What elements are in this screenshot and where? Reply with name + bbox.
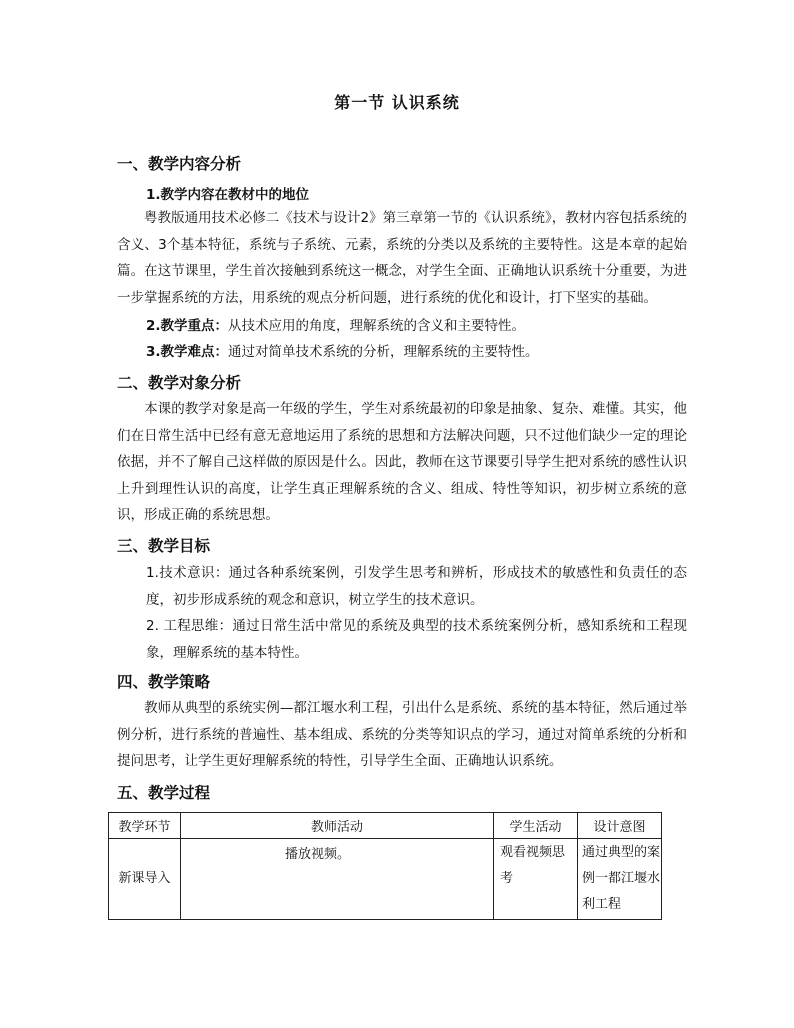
section-3-heading: 三、教学目标 [117, 537, 211, 555]
section-5-heading: 五、教学过程 [117, 784, 211, 802]
table-header-row [109, 813, 662, 839]
goal-engineering-thinking: 2. 工程思维：通过日常生活中常见的系统及典型的技术系统案例分析，感知系统和工程现象，理解系统的基本特性。 [146, 618, 687, 661]
section-4-paragraph: 教师从典型的系统实例—都江堰水利工程，引出什么是系统、系统的基本特征，然后通过举例分析，进行系统的普遍性、基本组成、系统的分类等知识点的学习，通过对简单系统的分析和提问思考，让学生更好理解系统的特性，引导学生全面、正确地认识系统。 [117, 700, 687, 769]
section-1-heading: 一、教学内容分析 [117, 155, 242, 173]
header-stage: 教学环节 [109, 813, 181, 839]
goal-technology-awareness: 1.技术意识：通过各种系统案例，引发学生思考和辨析，形成技术的敏感性和负责任的态度，初步形成系统的观念和意识，树立学生的技术意识。 [146, 565, 687, 608]
header-teacher-activity: 教师活动 [181, 813, 494, 839]
header-design-intent: 设计意图 [578, 813, 662, 839]
header-student-activity: 学生活动 [494, 813, 578, 839]
section-1-sub1-paragraph: 粤教版通用技术必修二《技术与设计2》第三章第一节的《认识系统》，教材内容包括系统的含义、3个基本特征，系统与子系统、元素，系统的分类以及系统的主要特性。这是本章的起始篇。在这节课里，学生首次接触到系统这一概念，对学生全面、正确地认识系统十分重要，为进一步掌握系统的方法，用系统的观点分析问题，进行系统的优化和设计，打下坚实的基础。 [117, 210, 687, 306]
cell-stage: 新课导入 [109, 839, 181, 920]
cell-student-activity: 观看视频思考 [494, 839, 578, 920]
teaching-difficulty [146, 339, 687, 366]
section-1-sub1-heading: 1.教学内容在教材中的地位 [146, 187, 310, 203]
teaching-key-text: 从技术应用的角度，理解系统的含义和主要特性。 [228, 318, 526, 334]
cell-teacher-activity: 播放视频。 [181, 839, 494, 920]
cell-design-intent: 通过典型的案例一都江堰水利工程 [578, 839, 662, 920]
page-title: 第一节 认识系统 [334, 93, 460, 112]
teaching-key-point [146, 313, 687, 340]
section-2-paragraph: 本课的教学对象是高一年级的学生，学生对系统最初的印象是抽象、复杂、难懂。其实，他们在日常生活中已经有意无意地运用了系统的思想和方法解决问题，只不过他们缺少一定的理论依据，并不了解自己这样做的原因是什么。因此，教师在这节课要引导学生把对系统的感性认识上升到理性认识的高度，让学生真正理解系统的含义、组成、特性等知识，初步树立系统的意识，形成正确的系统思想。 [117, 401, 687, 523]
table-row [109, 839, 662, 920]
teaching-key-label: 2.教学重点： [146, 318, 229, 334]
teaching-difficulty-text: 通过对简单技术系统的分析，理解系统的主要特性。 [228, 344, 539, 360]
teaching-difficulty-label: 3.教学难点： [146, 344, 229, 360]
section-2-heading: 二、教学对象分析 [117, 374, 242, 392]
teaching-process-table [108, 812, 662, 920]
section-4-heading: 四、教学策略 [117, 673, 211, 691]
